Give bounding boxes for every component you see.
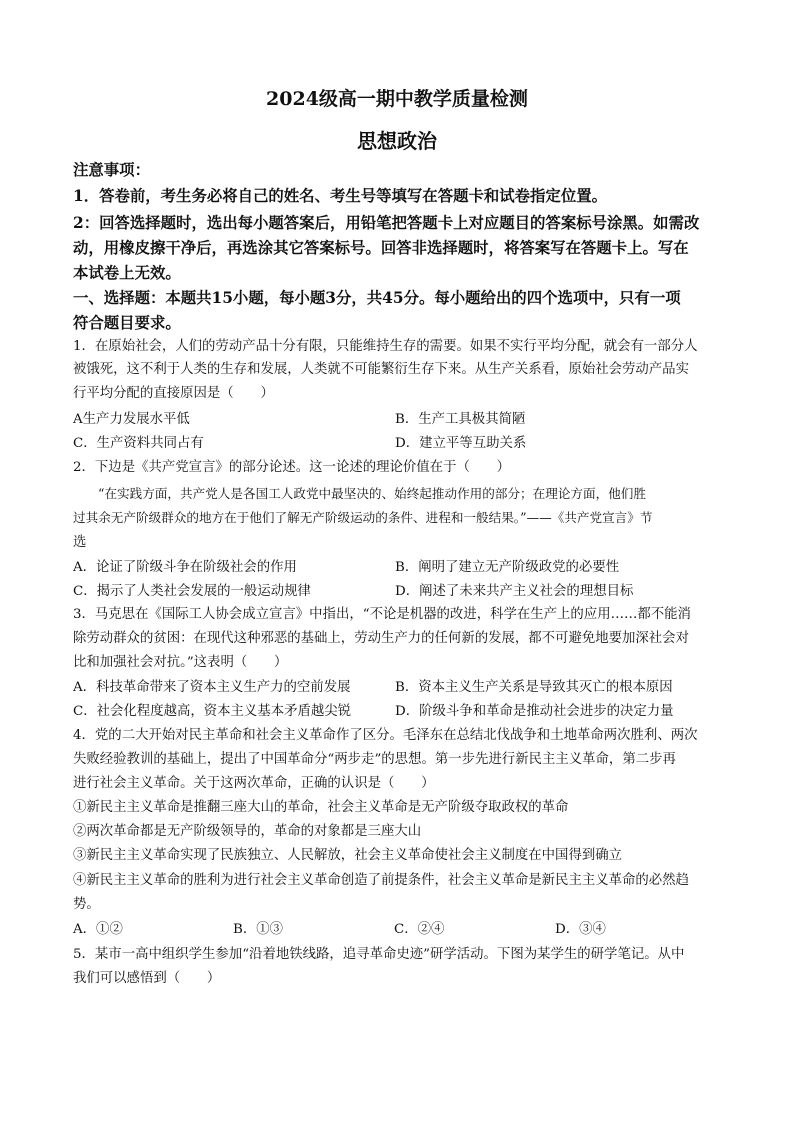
q4-option-b[interactable]: B．①③ — [233, 922, 284, 937]
section-instructions-line-2: 符合题目要求。 — [73, 314, 181, 332]
q1-stem-line-1: 1．在原始社会，人们的劳动产品十分有限，只能维持生存的需要。如果不实行平均分配，就会有一部分人 — [73, 339, 698, 354]
notice-heading: 注意事项： — [73, 161, 150, 179]
q1-option-a[interactable]: A生产力发展水平低 — [73, 412, 190, 427]
notice-item-2-line-3: 本试卷上无效。 — [73, 264, 181, 282]
q2-option-d[interactable]: D．阐述了未来共产主义社会的理想目标 — [395, 584, 634, 599]
q3-stem-line-1: 3．马克思在《国际工人协会成立宣言》中指出，“不论是机器的改进，科学在生产上的应用……都不能消 — [73, 607, 691, 622]
q2-option-a[interactable]: A．论证了阶级斗争在阶级社会的作用 — [73, 560, 297, 575]
q1-option-b[interactable]: B．生产工具极其简陋 — [395, 412, 526, 427]
notice-item-2-line-2: 动，用橡皮擦干净后，再选涂其它答案标号。回答非选择题时，将答案写在答题卡上。写在 — [73, 239, 689, 257]
q1-stem-line-2: 被饿死，这不利于人类的生存和发展，人类就不可能繁衍生存下来。从生产关系看，原始社会劳动产品实 — [73, 362, 689, 377]
q5-stem-line-2: 我们可以感悟到（ ） — [73, 971, 221, 986]
q4-statement-3: ③新民主主义革命实现了民族独立、人民解放，社会主义革命使社会主义制度在中国得到确立 — [73, 848, 623, 863]
q4-stem-line-1: 4．党的二大开始对民主革命和社会主义革命作了区分。毛泽东在总结北伐战争和土地革命两次胜利、两次 — [73, 728, 698, 743]
section-instructions-line-1: 一、选择题：本题共15小题，每小题3分，共45分。每小题给出的四个选项中，只有一项 — [73, 289, 681, 307]
exam-title: 2024级高一期中教学质量检测 — [266, 88, 528, 110]
q2-stem-line-1: 2．下边是《共产党宣言》的部分论述。这一论述的理论价值在于（ ） — [73, 460, 511, 475]
q2-quote-line-2: 过其余无产阶级群众的地方在于他们了解无产阶级运动的条件、进程和一般结果。”——《共产党宣言》节 — [73, 510, 653, 525]
q4-option-c[interactable]: C．②④ — [394, 922, 445, 937]
q4-statement-1: ①新民主主义革命是推翻三座大山的革命，社会主义革命是无产阶级夺取政权的革命 — [73, 800, 569, 815]
q3-option-c[interactable]: C．社会化程度越高，资本主义基本矛盾越尖锐 — [73, 704, 352, 719]
q4-option-d[interactable]: D．③④ — [555, 922, 606, 937]
q2-option-b[interactable]: B．阐明了建立无产阶级政党的必要性 — [395, 560, 620, 575]
q3-option-d[interactable]: D．阶级斗争和革命是推动社会进步的决定力量 — [395, 704, 674, 719]
q3-stem-line-3: 比和加强社会对抗。”这表明（ ） — [73, 655, 288, 670]
q4-statement-4-line-1: ④新民主主义革命的胜利为进行社会主义革命创造了前提条件，社会主义革命是新民主主义革命的必然趋 — [73, 873, 689, 888]
notice-item-1: 1．答卷前，考生务必将自己的姓名、考生号等填写在答题卡和试卷指定位置。 — [73, 187, 607, 205]
q3-option-a[interactable]: A．科技革命带来了资本主义生产力的空前发展 — [73, 680, 351, 695]
q4-statement-4-line-2: 势。 — [73, 897, 100, 912]
q4-stem-line-2: 失败经验教训的基础上，提出了中国革命分“两步走”的思想。第一步先进行新民主主义革命，第二步再 — [73, 752, 676, 767]
q4-option-a[interactable]: A．①② — [73, 922, 123, 937]
q4-stem-line-3: 进行社会主义革命。关于这两次革命，正确的认识是（ ） — [73, 776, 435, 791]
q2-option-c[interactable]: C．揭示了人类社会发展的一般运动规律 — [73, 584, 311, 599]
q3-stem-line-2: 除劳动群众的贫困：在现代这种邪恶的基础上，劳动生产力的任何新的发展，都不可避免地要加深社会对 — [73, 631, 689, 646]
q2-quote-line-3: 选 — [73, 535, 87, 550]
notice-item-2-line-1: 2：回答选择题时，选出每小题答案后，用铅笔把答题卡上对应题目的答案标号涂黑。如需改 — [73, 214, 700, 232]
subject-title: 思想政治 — [357, 129, 437, 153]
q5-stem-line-1: 5．某市一高中组织学生参加“沿着地铁线路，追寻革命史迹”研学活动。下图为某学生的研学笔记。从中 — [73, 947, 685, 962]
q1-option-c[interactable]: C．生产资料共同占有 — [73, 436, 204, 451]
q1-option-d[interactable]: D．建立平等互助关系 — [395, 436, 527, 451]
q4-statement-2: ②两次革命都是无产阶级领导的，革命的对象都是三座大山 — [73, 824, 422, 839]
q2-quote-line-1: “在实践方面，共产党人是各国工人政党中最坚决的、始终起推动作用的部分；在理论方面，他们胜 — [98, 486, 646, 501]
q3-option-b[interactable]: B．资本主义生产关系是导致其灭亡的根本原因 — [395, 680, 673, 695]
q1-stem-line-3: 行平均分配的直接原因是（ ） — [73, 386, 274, 401]
